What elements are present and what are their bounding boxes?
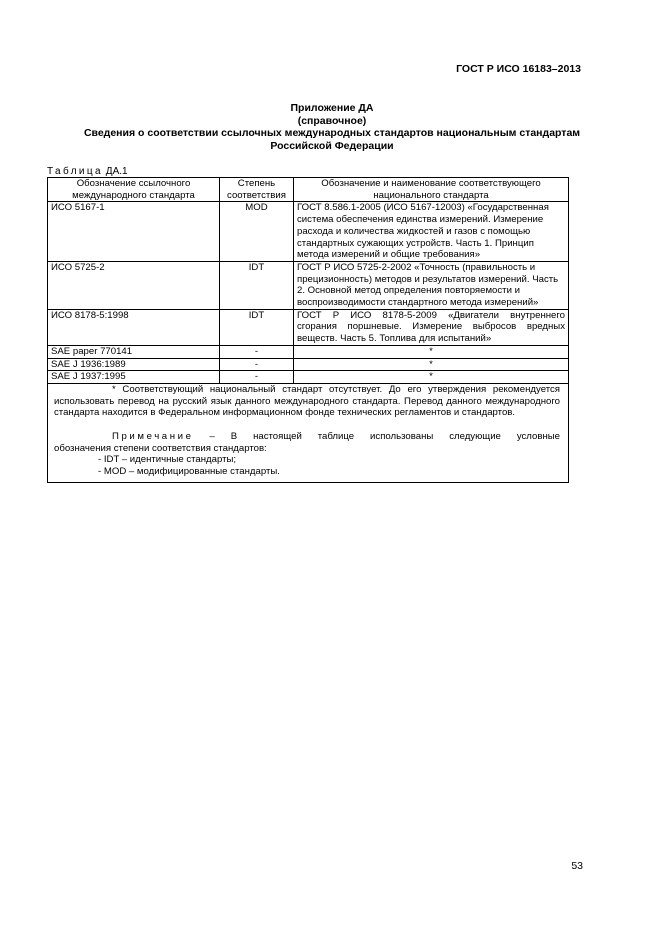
document-code: ГОСТ Р ИСО 16183–2013 xyxy=(456,63,581,75)
appendix-title: Приложение ДА xyxy=(290,102,374,114)
table-row xyxy=(48,371,569,384)
table-caption-word: Таблица xyxy=(47,166,104,177)
cell-reference: SAE paper 770141 xyxy=(48,345,220,358)
appendix-heading-line2: Российской Федерации xyxy=(270,139,394,152)
table-caption xyxy=(47,166,128,177)
correspondence-table xyxy=(47,177,569,483)
cell-national: * xyxy=(294,345,569,358)
cell-national: * xyxy=(294,358,569,371)
cell-reference: SAE J 1936:1989 xyxy=(48,358,220,371)
cell-reference: ИСО 8178-5:1998 xyxy=(48,309,220,345)
cell-degree: - xyxy=(220,371,294,384)
cell-national: ГОСТ Р ИСО 8178-5-2009 «Двигатели внутреннего сгорания поршневые. Измерение выбросов вредных веществ. Часть 5. Топлива для испытаний» xyxy=(294,309,569,345)
note-first-line xyxy=(54,431,560,443)
cell-reference: ИСО 5167-1 xyxy=(48,202,220,262)
table-row xyxy=(48,358,569,371)
appendix-status: (справочное) xyxy=(297,114,367,127)
table-row xyxy=(48,345,569,358)
table-row xyxy=(48,202,569,262)
header-degree: Степень соответствия xyxy=(220,178,294,202)
cell-degree: IDT xyxy=(220,309,294,345)
cell-national: ГОСТ 8.586.1-2005 (ИСО 5167-12003) «Государственная система обеспечения единства измерений. Измерение расхода и количества жидкостей и газов с помощью стандартных сужающих устройств. Часть 1. Принцип метода измерений и общие требования» xyxy=(294,202,569,262)
page-number: 53 xyxy=(571,860,583,872)
appendix-heading-line1: Сведения о соответствии ссылочных международных стандартов национальным стандартам xyxy=(83,127,581,139)
table-caption-number: ДА.1 xyxy=(105,166,128,177)
note-list-item-mod: - MOD – модифицированные стандарты. xyxy=(98,466,280,478)
cell-degree: - xyxy=(220,345,294,358)
cell-national: * xyxy=(294,371,569,384)
footnote-text: * Соответствующий национальный стандарт отсутствует. До его утверждения рекомендуется использовать перевод на русский язык данного международного стандарта. Перевод данного международного стандарта находится в Федеральном информационном фонде технических регламентов и стандартов. xyxy=(54,383,560,419)
appendix-title-block xyxy=(40,102,624,152)
note-text-line2: обозначения степени соответствия стандартов: xyxy=(54,442,267,454)
footnote-cell xyxy=(48,383,569,482)
table-row xyxy=(48,309,569,345)
cell-degree: MOD xyxy=(220,202,294,262)
cell-reference: ИСО 5725-2 xyxy=(48,261,220,309)
cell-reference: SAE J 1937:1995 xyxy=(48,371,220,384)
header-national-standard: Обозначение и наименование соответствующего национального стандарта xyxy=(294,178,569,202)
header-reference-standard: Обозначение ссылочного международного стандарта xyxy=(48,178,220,202)
note-list-item-idt: - IDT – идентичные стандарты; xyxy=(98,454,237,466)
cell-degree: IDT xyxy=(220,261,294,309)
note-label: Примечание xyxy=(112,431,194,443)
cell-degree: - xyxy=(220,358,294,371)
table-footnote-row xyxy=(48,383,569,482)
table-header-row xyxy=(48,178,569,202)
note-dash: – В xyxy=(193,431,238,443)
cell-national: ГОСТ Р ИСО 5725-2-2002 «Точность (правильность и прецизионность) методов и результатов измерений. Часть 2. Основной метод определения повторяемости и воспроизводимости стандартного метода измерений» xyxy=(294,261,569,309)
note-text-line1: настоящей таблице использованы следующие условные xyxy=(253,431,560,443)
table-row xyxy=(48,261,569,309)
